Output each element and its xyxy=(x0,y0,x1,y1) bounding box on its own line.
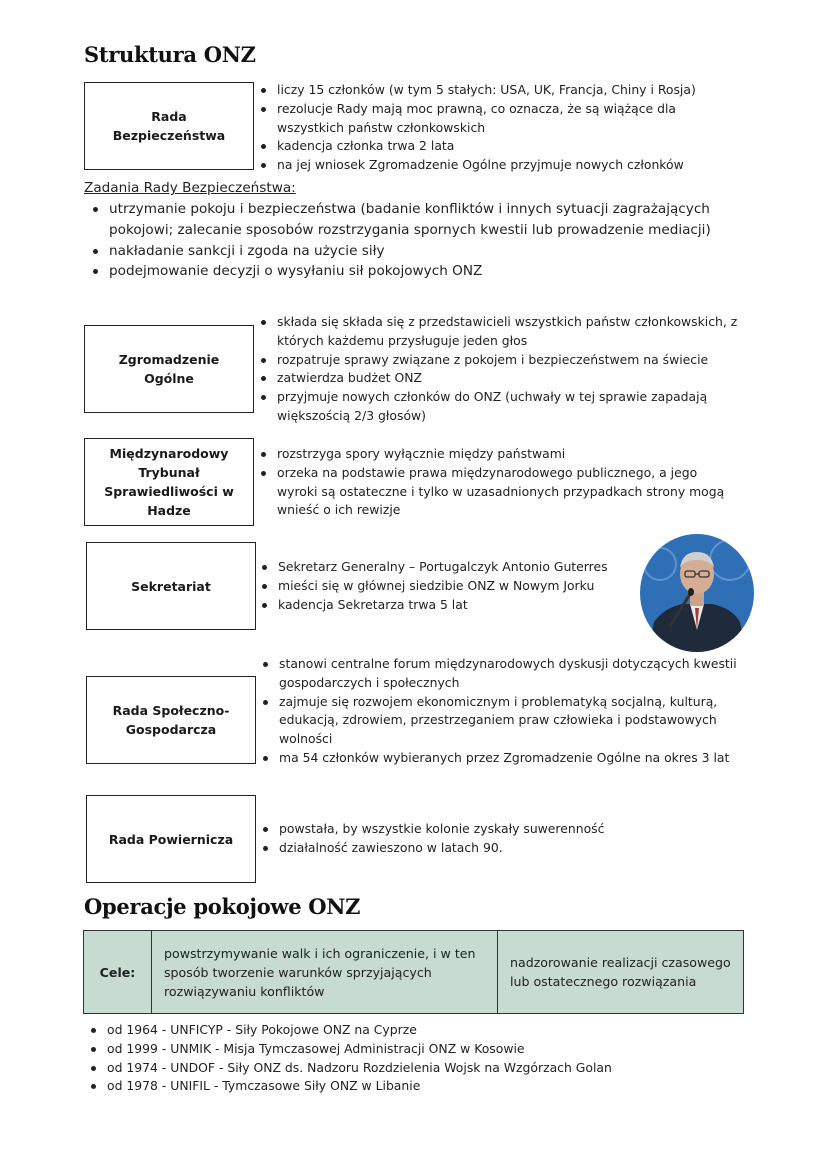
missions-list xyxy=(88,1021,748,1096)
court-name: Międzynarodowy Trybunał Sprawiedliwości w Hadze xyxy=(104,446,234,518)
list-item: od 1978 - UNIFIL - Tymczasowe Siły ONZ w Libanie xyxy=(88,1077,748,1096)
list-item: kadencja Sekretarza trwa 5 lat xyxy=(259,596,639,615)
portrait-photo xyxy=(640,534,754,652)
list-item: rozpatruje sprawy związane z pokojem i bezpieczeństwem na świecie xyxy=(258,351,758,370)
ecosoc-box xyxy=(86,676,256,764)
list-item: zatwierdza budżet ONZ xyxy=(258,369,758,388)
list-item: działalność zawieszono w latach 90. xyxy=(260,839,740,858)
trusteeship-points xyxy=(260,820,740,858)
list-item: od 1964 - UNFICYP - Siły Pokojowe ONZ na Cyprze xyxy=(88,1021,748,1040)
ecosoc-name: Rada Społeczno-Gospodarcza xyxy=(112,703,230,737)
list-item: liczy 15 członków (w tym 5 stałych: USA, UK, Francja, Chiny i Rosja) xyxy=(258,81,718,100)
list-item: Sekretarz Generalny – Portugalczyk Antonio Guterres xyxy=(259,558,639,577)
goal-cell-1: powstrzymywanie walk i ich ograniczenie, i w ten sposób tworzenie warunków sprzyjających rozwiązywaniu konfliktów xyxy=(152,931,498,1013)
secretariat-box xyxy=(86,542,256,630)
list-item: stanowi centralne forum międzynarodowych dyskusji dotyczących kwestii gospodarczych i społecznych xyxy=(260,655,750,693)
secretariat-name: Sekretariat xyxy=(131,578,211,594)
tasks-list xyxy=(90,199,750,282)
goal-cell-2: nadzorowanie realizacji czasowego lub ostatecznego rozwiązania xyxy=(510,955,731,989)
court-points xyxy=(258,445,738,520)
secretariat-points xyxy=(259,558,639,614)
general-assembly-name: Zgromadzenie Ogólne xyxy=(118,352,220,386)
trusteeship-name: Rada Powiernicza xyxy=(108,831,234,847)
list-item: kadencja członka trwa 2 lata xyxy=(258,137,718,156)
goals-label: Cele: xyxy=(84,931,152,1013)
heading-operations: Operacje pokojowe ONZ xyxy=(84,894,361,919)
list-item: przyjmuje nowych członków do ONZ (uchwały w tej sprawie zapadają większością 2/3 głosów) xyxy=(258,388,758,426)
list-item: powstała, by wszystkie kolonie zyskały suwerenność xyxy=(260,820,740,839)
security-council-points xyxy=(258,81,718,175)
list-item: podejmowanie decyzji o wysyłaniu sił pokojowych ONZ xyxy=(90,261,750,282)
list-item: składa się składa się z przedstawicieli wszystkich państw członkowskich, z których każdemu przysługuje jeden głos xyxy=(258,313,758,351)
security-council-box xyxy=(84,82,254,170)
security-council-name: Rada Bezpieczeństwa xyxy=(112,109,226,143)
list-item: nakładanie sankcji i zgoda na użycie siły xyxy=(90,241,750,262)
list-item: orzeka na podstawie prawa międzynarodowego publicznego, a jego wyroki są ostateczne i tylko w uzasadnionych przypadkach strony mogą wnieść o ich rewizje xyxy=(258,464,738,520)
list-item: ma 54 członków wybieranych przez Zgromadzenie Ogólne na okres 3 lat xyxy=(260,749,750,768)
trusteeship-box xyxy=(86,795,256,883)
general-assembly-points xyxy=(258,313,758,426)
heading-structure: Struktura ONZ xyxy=(84,42,256,67)
general-assembly-box xyxy=(84,325,254,413)
list-item: od 1974 - UNDOF - Siły ONZ ds. Nadzoru Rozdzielenia Wojsk na Wzgórzach Golan xyxy=(88,1059,748,1078)
goals-table xyxy=(83,930,744,1014)
court-box xyxy=(84,438,254,526)
list-item: rezolucje Rady mają moc prawną, co oznacza, że są wiążące dla wszystkich państw członkowskich xyxy=(258,100,718,138)
list-item: na jej wniosek Zgromadzenie Ogólne przyjmuje nowych członków xyxy=(258,156,718,175)
list-item: rozstrzyga spory wyłącznie między państwami xyxy=(258,445,738,464)
list-item: utrzymanie pokoju i bezpieczeństwa (badanie konfliktów i innych sytuacji zagrażających pokojowi; zalecanie sposobów rozstrzygania spornych kwestii lub prowadzenie mediacji) xyxy=(90,199,750,241)
list-item: zajmuje się rozwojem ekonomicznym i problematyką socjalną, kulturą, edukacją, zdrowiem, przestrzeganiem praw człowieka i podstawowych wolności xyxy=(260,693,750,749)
tasks-heading: Zadania Rady Bezpieczeństwa: xyxy=(84,180,296,196)
list-item: mieści się w głównej siedzibie ONZ w Nowym Jorku xyxy=(259,577,639,596)
ecosoc-points xyxy=(260,655,750,768)
list-item: od 1999 - UNMIK - Misja Tymczasowej Administracji ONZ w Kosowie xyxy=(88,1040,748,1059)
